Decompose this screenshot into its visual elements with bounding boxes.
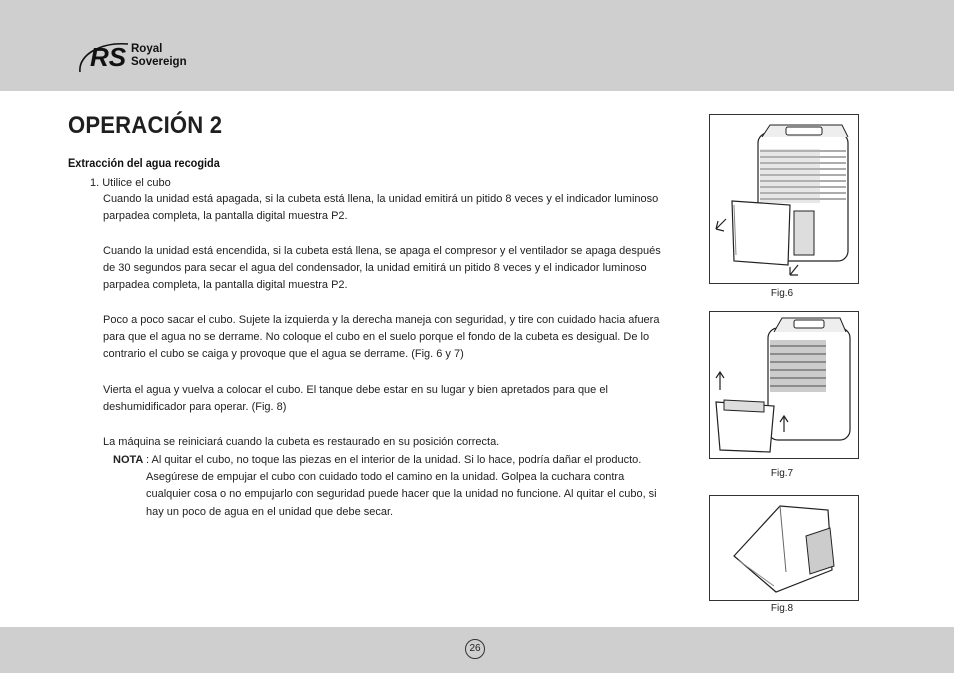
paragraph-2: Cuando la unidad está encendida, si la cubeta está llena, se apaga el compresor y el ventilador se apaga después de 30 segundos para secar el agua del condensador, la unidad emitirá un pitido 8 veces y el indicador luminoso parpadea completa, la pantalla digital muestra P2. <box>103 245 661 292</box>
note-text: : Al quitar el cubo, no toque las piezas en el interior de la unidad. Si lo hace, podría dañar el producto. Asegúrese de empujar el cubo con cuidado todo el camino en la unidad. Golpea la cuchara contra cualquier cosa o no empujarlo con seguridad puede hacer que la unidad no funcione. Al quitar el cubo, si hay un poco de agua en el unidad que debe secar. <box>146 454 657 518</box>
note-block <box>103 452 663 521</box>
dehumidifier-bucket-removal-image <box>710 115 858 283</box>
header-bar <box>0 0 954 91</box>
paragraph-5: La máquina se reiniciará cuando la cubeta es restaurado en su posición correcta. <box>103 436 500 448</box>
logo-mark: RS <box>90 42 127 72</box>
brand-line1: Royal <box>131 43 163 55</box>
brand-name <box>131 43 187 69</box>
note-label: NOTA <box>113 454 144 466</box>
figure-6 <box>709 114 859 284</box>
section-heading: Extracción del agua recogida <box>68 158 220 170</box>
list-item: 1. Utilice el cubo <box>90 177 171 189</box>
figure-7 <box>709 311 859 459</box>
figure-7-caption: Fig.7 <box>770 468 794 479</box>
dehumidifier-bucket-lift-image <box>710 312 858 458</box>
figure-6-caption: Fig.6 <box>770 288 794 299</box>
brand-line2: Sovereign <box>131 56 187 68</box>
brand-logo <box>76 36 216 78</box>
rs-logo-icon <box>76 36 132 78</box>
figure-8-caption: Fig.8 <box>770 603 794 614</box>
paragraph-4: Vierta el agua y vuelva a colocar el cubo. El tanque debe estar en su lugar y bien apretados para que el deshumidificador para operar. (Fig. 8) <box>103 384 608 414</box>
figure-8 <box>709 495 859 601</box>
page-title: OPERACIÓN 2 <box>68 112 223 139</box>
paragraph-1: Cuando la unidad está apagada, si la cubeta está llena, la unidad emitirá un pitido 8 veces y el indicador luminoso parpadea completa, la pantalla digital muestra P2. <box>103 193 659 223</box>
bucket-image <box>710 496 858 600</box>
page-number: 26 <box>465 639 485 659</box>
paragraph-3: Poco a poco sacar el cubo. Sujete la izquierda y la derecha maneja con seguridad, y tire con cuidado hacia afuera para que el agua no se derrame. No coloque el cubo en el suelo porque el fondo de la cubeta es desigual. De lo contrario el cubo se caiga y provoque que el agua se derrame. (Fig. 6 y 7) <box>103 314 660 361</box>
